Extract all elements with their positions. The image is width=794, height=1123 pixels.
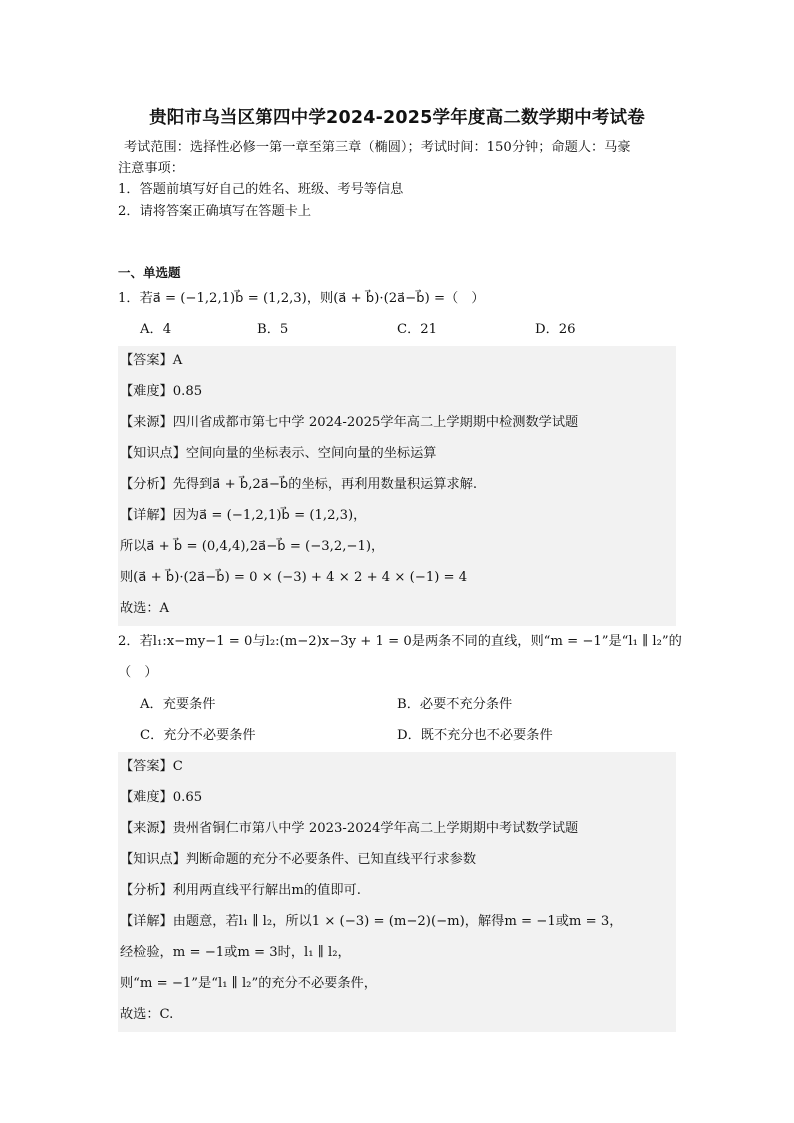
option-c: C．21 xyxy=(397,322,438,337)
notice-title: 注意事项： xyxy=(118,161,184,176)
option-d: D．26 xyxy=(535,322,576,337)
detail-line: 所以a⃗ + b⃗ = (0,4,4),2a⃗−b⃗ = (−3,2,−1)， xyxy=(120,539,385,554)
option-c: C．充分不必要条件 xyxy=(140,728,256,743)
analysis: 【分析】先得到a⃗ + b⃗,2a⃗−b⃗的坐标，再利用数量积运算求解. xyxy=(120,477,478,492)
exam-info: 考试范围：选择性必修一第一章至第三章（椭圆）；考试时间：150分钟；命题人：马豪 xyxy=(124,140,631,155)
difficulty: 【难度】0.65 xyxy=(120,790,203,805)
difficulty: 【难度】0.85 xyxy=(120,384,203,399)
question-stem: 1．若a⃗ = (−1,2,1)b⃗ = (1,2,3)，则(a⃗ + b⃗)·(2a⃗−b⃗) =（ ） xyxy=(118,291,485,306)
option-b: B．必要不充分条件 xyxy=(397,697,513,712)
notice-item: 2．请将答案正确填写在答题卡上 xyxy=(118,204,312,219)
answer: 【答案】A xyxy=(120,353,183,368)
question-stem: 2．若l₁:x−my−1 = 0与l₂:(m−2)x−3y + 1 = 0是两条不同的直线，则“m = −1”是“l₁ ∥ l₂”的 xyxy=(118,634,682,649)
option-b: B．5 xyxy=(257,322,289,337)
option-d: D．既不充分也不必要条件 xyxy=(397,728,553,743)
detail-line: 则(a⃗ + b⃗)·(2a⃗−b⃗) = 0 × (−3) + 4 × 2 + 4 × (−1) = 4 xyxy=(120,570,468,585)
option-a: A．4 xyxy=(140,322,172,337)
detail-line: 【详解】因为a⃗ = (−1,2,1)b⃗ = (1,2,3)， xyxy=(120,508,367,523)
knowledge-point: 【知识点】空间向量的坐标表示、空间向量的坐标运算 xyxy=(120,446,437,461)
detail-line: 经检验，m = −1或m = 3时，l₁ ∥ l₂， xyxy=(120,945,351,960)
source: 【来源】贵州省铜仁市第八中学 2023-2024学年高二上学期期中考试数学试题 xyxy=(120,821,579,836)
answer-block xyxy=(118,752,676,1032)
section-heading: 一、单选题 xyxy=(118,265,181,280)
question-stem-cont: （ ） xyxy=(118,665,158,680)
answer: 【答案】C xyxy=(120,759,183,774)
knowledge-point: 【知识点】判断命题的充分不必要条件、已知直线平行求参数 xyxy=(120,852,477,867)
page-title: 贵阳市乌当区第四中学2024-2025学年度高二数学期中考试卷 xyxy=(149,108,645,128)
option-a: A．充要条件 xyxy=(140,697,216,712)
notice-item: 1．答题前填写好自己的姓名、班级、考号等信息 xyxy=(118,182,404,197)
detail-line: 则“m = −1”是“l₁ ∥ l₂”的充分不必要条件， xyxy=(120,976,377,991)
analysis: 【分析】利用两直线平行解出m的值即可. xyxy=(120,883,361,898)
detail-line: 故选：A xyxy=(120,601,170,616)
source: 【来源】四川省成都市第七中学 2024-2025学年高二上学期期中检测数学试题 xyxy=(120,415,579,430)
answer-block xyxy=(118,346,676,626)
detail-line: 故选：C. xyxy=(120,1007,174,1022)
detail-line: 【详解】由题意，若l₁ ∥ l₂，所以1 × (−3) = (m−2)(−m)，解得m = −1或m = 3， xyxy=(120,914,623,929)
